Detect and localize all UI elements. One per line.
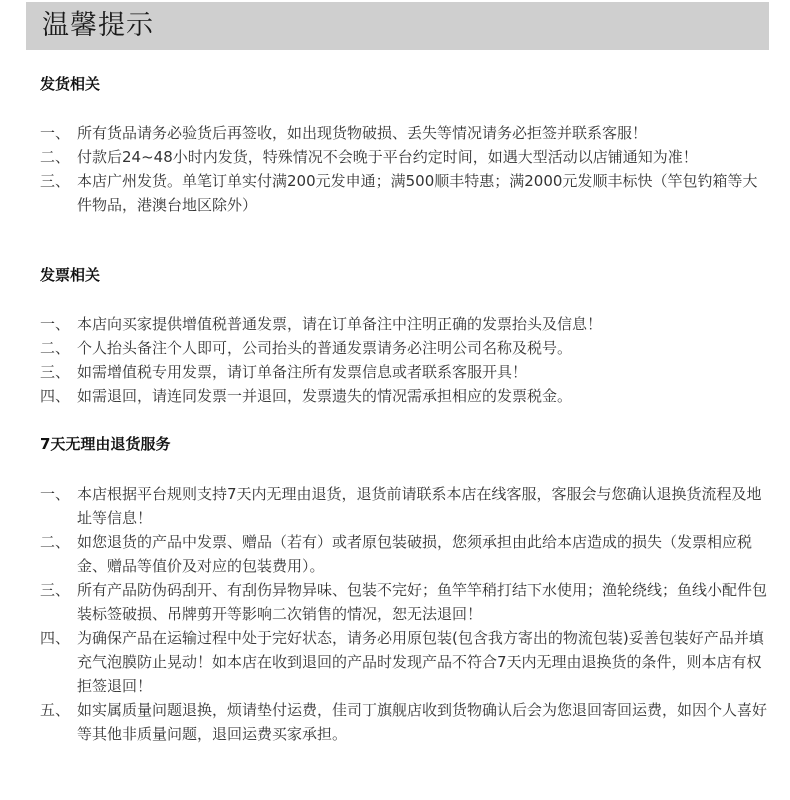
invoice-section [40, 264, 770, 405]
section-title-shipping: 发货相关 [40, 75, 101, 93]
item-number: 四、 [40, 629, 71, 647]
item-text: 本店根据平台规则支持7天内无理由退货，退货前请联系本店在线客服，客服会与您确认退换货流程及地址等信息！ [77, 485, 762, 527]
list-item [40, 121, 770, 145]
section-title-returns: 7天无理由退货服务 [40, 435, 171, 453]
item-text: 如您退货的产品中发票、赠品（若有）或者原包装破损，您须承担由此给本店造成的损失（发票相应税金、赠品等值价及对应的包装费用）。 [77, 533, 753, 575]
shipping-list [40, 121, 770, 217]
invoice-list [40, 312, 770, 408]
item-text: 所有货品请务必验货后再签收，如出现货物破损、丢失等情况请务必拒签并联系客服！ [77, 124, 648, 142]
list-item [40, 530, 770, 578]
list-item [40, 336, 770, 360]
list-item [40, 626, 770, 698]
shipping-section [40, 73, 770, 214]
section-title-invoice: 发票相关 [40, 266, 101, 284]
list-item [40, 360, 770, 384]
list-item [40, 145, 770, 169]
item-text: 本店广州发货。单笔订单实付满200元发申通；满500顺丰特惠；满2000元发顺丰标快（竿包钓箱等大件物品，港澳台地区除外） [77, 172, 758, 214]
item-number: 三、 [40, 172, 71, 190]
list-item [40, 482, 770, 530]
item-number: 五、 [40, 701, 71, 719]
item-text: 为确保产品在运输过程中处于完好状态，请务必用原包装(包含我方寄出的物流包装)妥善包装好产品并填充气泡膜防止晃动！如本店在收到退回的产品时发现产品不符合7天内无理由退换货的条件，则本店有权拒签退回！ [77, 629, 764, 695]
item-text: 如实属质量问题退换，烦请垫付运费，佳司丁旗舰店收到货物确认后会为您退回寄回运费，如因个人喜好等其他非质量问题，退回运费买家承担。 [77, 701, 768, 743]
list-item [40, 578, 770, 626]
item-text: 如需增值税专用发票，请订单备注所有发票信息或者联系客服开具！ [77, 363, 528, 381]
list-item [40, 384, 770, 408]
item-number: 三、 [40, 581, 71, 599]
item-text: 付款后24~48小时内发货，特殊情况不会晚于平台约定时间，如遇大型活动以店铺通知为准！ [77, 148, 698, 166]
list-item [40, 312, 770, 336]
item-number: 二、 [40, 533, 71, 551]
item-text: 所有产品防伪码刮开、有刮伤异物异味、包装不完好；鱼竿竿稍打结下水使用；渔轮绕线；鱼线小配件包装标签破损、吊牌剪开等影响二次销售的情况，恕无法退回！ [77, 581, 768, 623]
page-title: 温馨提示 [42, 10, 154, 41]
item-number: 二、 [40, 339, 71, 357]
returns-section [40, 433, 770, 743]
item-number: 一、 [40, 315, 71, 333]
item-text: 如需退回，请连同发票一并退回，发票遗失的情况需承担相应的发票税金。 [77, 387, 573, 405]
item-number: 一、 [40, 124, 71, 142]
item-number: 三、 [40, 363, 71, 381]
item-text: 本店向买家提供增值税普通发票，请在订单备注中注明正确的发票抬头及信息！ [77, 315, 603, 333]
header-bar [26, 2, 769, 50]
item-number: 一、 [40, 485, 71, 503]
list-item [40, 698, 770, 746]
list-item [40, 169, 770, 217]
item-number: 二、 [40, 148, 71, 166]
item-text: 个人抬头备注个人即可，公司抬头的普通发票请务必注明公司名称及税号。 [77, 339, 573, 357]
item-number: 四、 [40, 387, 71, 405]
returns-list [40, 482, 770, 746]
